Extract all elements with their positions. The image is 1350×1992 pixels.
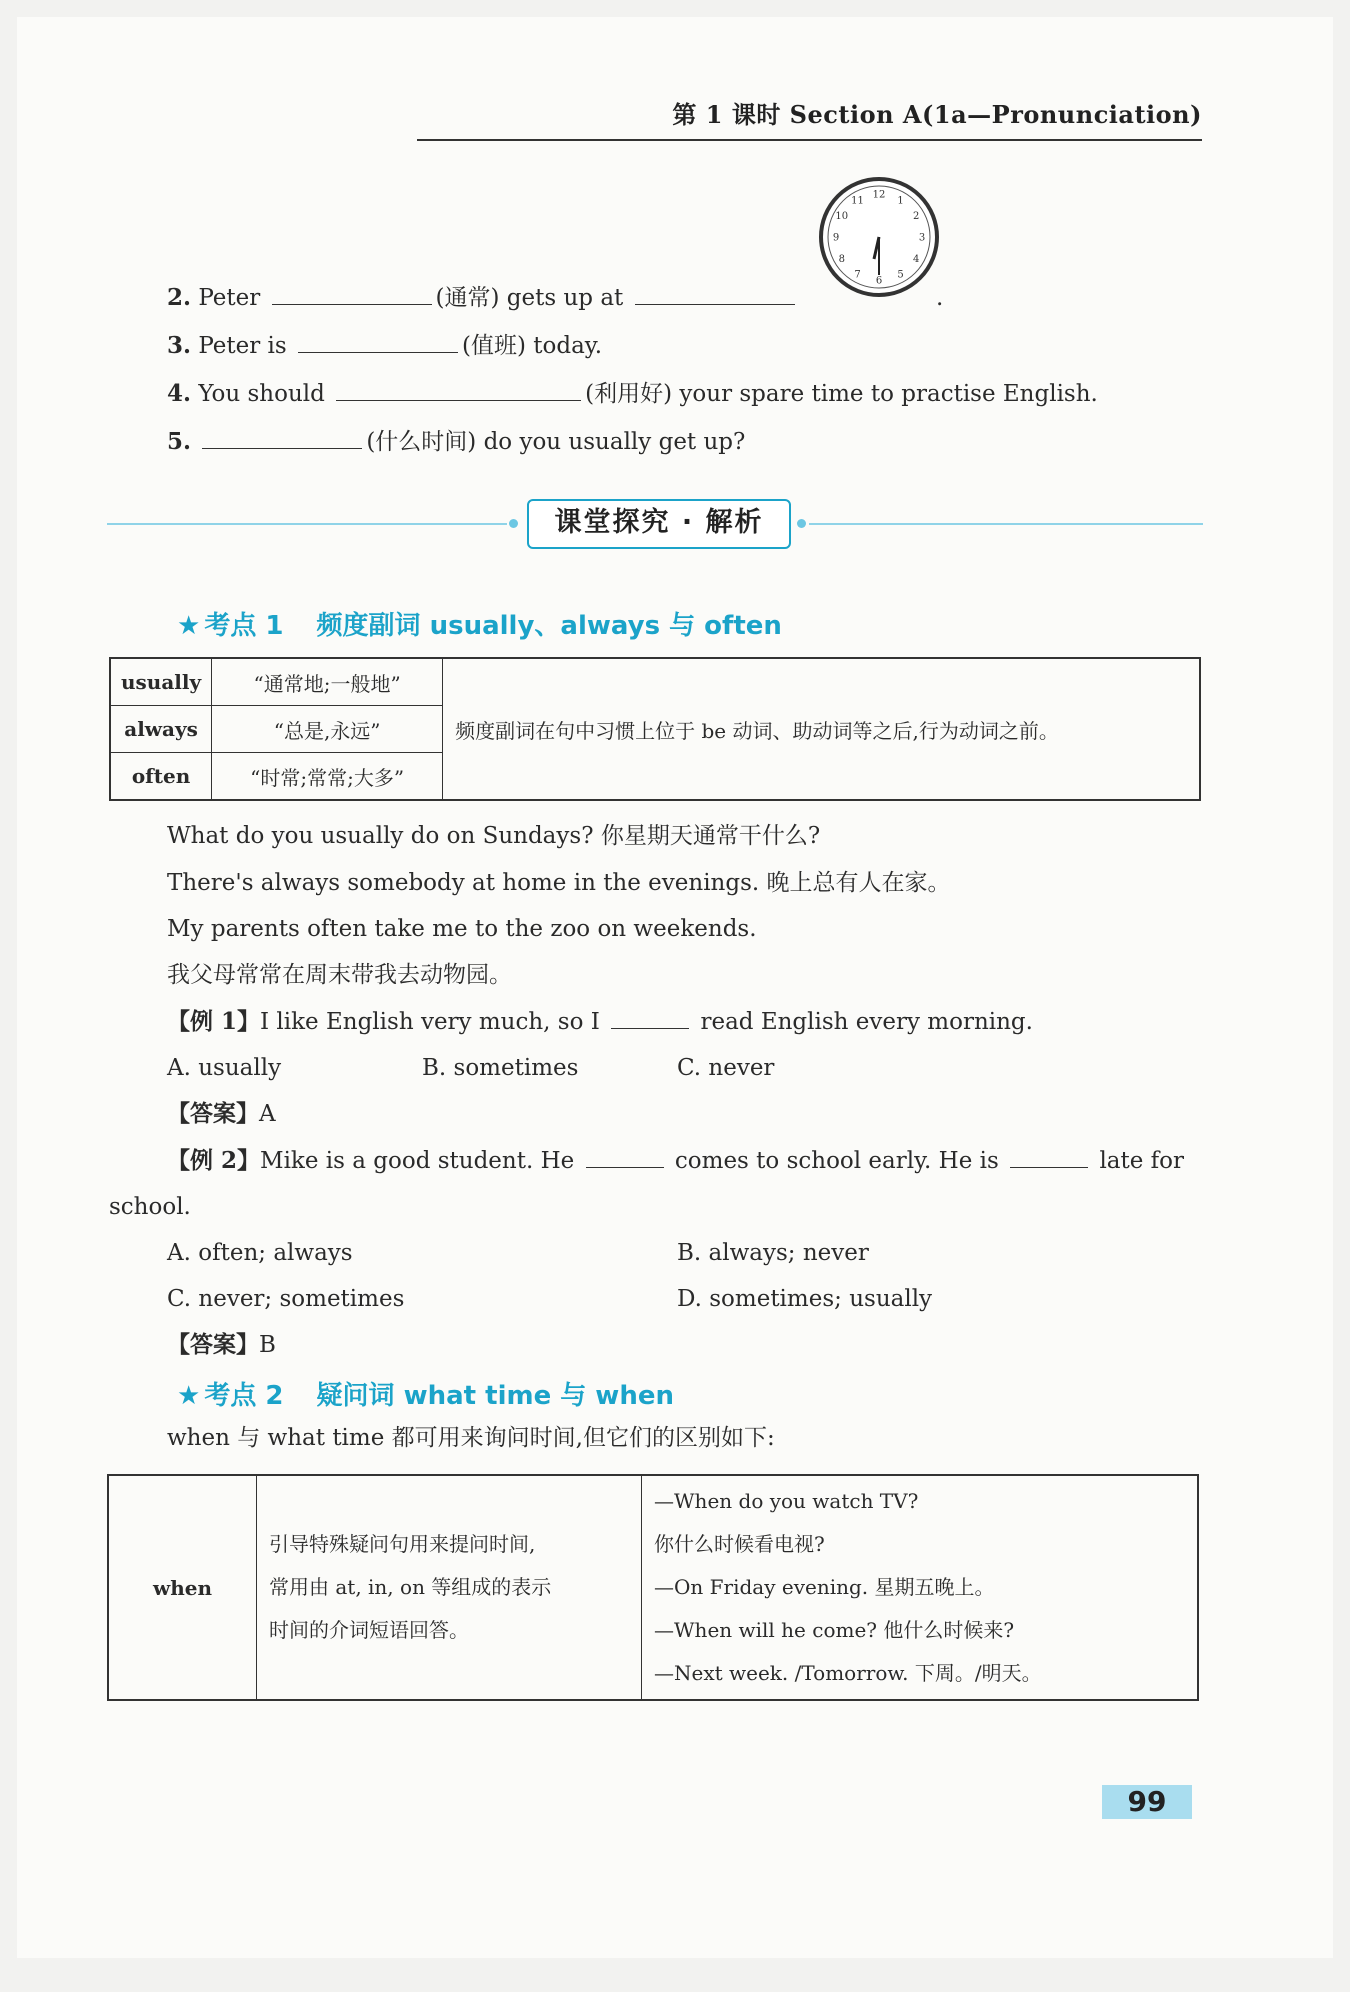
banner-dot (797, 519, 806, 528)
table-row: always “总是,永远” (110, 706, 1200, 753)
star-icon: ★ (177, 1381, 201, 1411)
option-b[interactable]: B. sometimes (422, 1055, 579, 1081)
example-sentence: 我父母常常在周末带我去动物园。 (167, 962, 512, 988)
clock-icon (817, 175, 941, 299)
clock-numeral: 4 (913, 254, 920, 265)
key-point-2-heading: ★ 考点 2 疑问词 what time 与 when (177, 1381, 674, 1411)
key-point-1-heading: ★ 考点 1 频度副词 usually、always 与 often (177, 611, 782, 641)
frequency-adverb-table (109, 657, 1201, 801)
table-note: 频度副词在句中习惯上位于 be 动词、助动词等之后,行为动词之前。 (443, 658, 1200, 800)
key-point-2-intro: when 与 what time 都可用来询问时间,但它们的区别如下: (167, 1425, 775, 1451)
clock-numeral: 3 (918, 232, 926, 244)
example-2-answer: 【答案】B (167, 1331, 276, 1358)
clock-numeral: 6 (875, 275, 883, 287)
answer-blank[interactable] (298, 330, 458, 353)
header-rule (417, 139, 1202, 141)
textbook-page (17, 17, 1333, 1958)
usage-examples: —When do you watch TV? 你什么时候看电视? —On Friday evening. 星期五晚上。 —When will he come? 他什么时候来? —Next week. /Tomorrow. 下周。/明天。 (642, 1475, 1199, 1700)
clock-numeral: 12 (872, 189, 886, 201)
table-row: usually “通常地;一般地” 频度副词在句中习惯上位于 be 动词、助动词等之后,行为动词之前。 (110, 658, 1200, 706)
banner-line-left (107, 523, 507, 525)
answer-blank[interactable] (611, 1006, 689, 1029)
page-header: 第 1 课时 Section A(1a—Pronunciation) (672, 100, 1202, 129)
exercise-3: 3. Peter is (值班) today. (167, 332, 603, 359)
when-usage-table (107, 1474, 1199, 1701)
clock-numeral: 1 (897, 195, 904, 207)
answer-blank[interactable] (635, 282, 795, 305)
example-2-continuation: school. (109, 1194, 191, 1220)
exercise-2: 2. Peter (通常) gets up at . (167, 284, 944, 311)
table-row: when 引导特殊疑问句用来提问时间, 常用由 at, in, on 等组成的表示 时间的介词短语回答。 —When do you watch TV? 你什么时候看电视? —On Friday evening. 星期五晚上。 —When will he come? 他什么时候来? —Next week. /Tomorrow. 下周。/明天。 (108, 1475, 1198, 1700)
clock-numeral: 11 (851, 195, 864, 207)
option-a[interactable]: A. usually (167, 1055, 282, 1081)
option-d[interactable]: D. sometimes; usually (677, 1286, 933, 1312)
clock-numeral: 8 (838, 254, 845, 265)
banner-line-right (809, 523, 1203, 525)
exercise-5: 5. (什么时间) do you usually get up? (167, 428, 746, 455)
example-1: 【例 1】I like English very much, so I read English every morning. (167, 1008, 1033, 1035)
exercise-4: 4. You should (利用好) your spare time to practise English. (167, 380, 1098, 407)
banner-dot (509, 519, 518, 528)
section-banner (107, 499, 1203, 549)
star-icon: ★ (177, 611, 201, 641)
answer-blank[interactable] (586, 1145, 664, 1168)
answer-blank[interactable] (336, 378, 581, 401)
clock-numeral: 7 (854, 269, 861, 281)
answer-blank[interactable] (272, 282, 432, 305)
option-c[interactable]: C. never; sometimes (167, 1286, 405, 1312)
usage-description: 引导特殊疑问句用来提问时间, 常用由 at, in, on 等组成的表示 时间的介词短语回答。 (257, 1475, 642, 1700)
clock-numeral: 2 (913, 211, 920, 222)
example-2-options-row1 (167, 1237, 869, 1269)
option-c[interactable]: C. never (677, 1055, 775, 1081)
example-sentence: There's always somebody at home in the evenings. 晚上总有人在家。 (167, 870, 951, 896)
table-row: often “时常;常常;大多” (110, 753, 1200, 801)
example-1-answer: 【答案】A (167, 1100, 276, 1127)
example-1-options (167, 1052, 774, 1084)
option-a[interactable]: A. often; always (167, 1240, 353, 1266)
page-number: 99 (1102, 1785, 1192, 1819)
clock-numeral: 9 (832, 232, 840, 244)
clock-numeral: 10 (835, 211, 849, 222)
clock-numeral: 5 (897, 269, 904, 281)
example-sentence: What do you usually do on Sundays? 你星期天通常干什么? (167, 823, 821, 849)
example-2: 【例 2】Mike is a good student. He comes to school early. He is late for (167, 1147, 1185, 1174)
answer-blank[interactable] (202, 426, 362, 449)
example-sentence: My parents often take me to the zoo on weekends. (167, 916, 757, 942)
section-title: 课堂探究 · 解析 (527, 499, 791, 549)
example-2-options-row2 (167, 1283, 932, 1315)
option-b[interactable]: B. always; never (677, 1240, 869, 1266)
answer-blank[interactable] (1010, 1145, 1088, 1168)
